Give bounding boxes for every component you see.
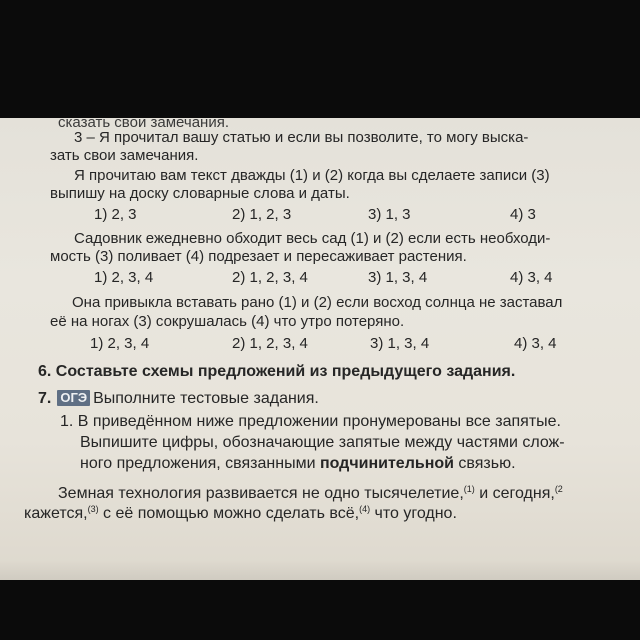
task6-number: 6. (38, 363, 52, 380)
example-text: и сегодня, (474, 485, 555, 502)
option3-line1: 3 – Я прочитал вашу статью и если вы позволите, то могу выска- (74, 129, 529, 146)
answer-option: 2) 1, 2, 3, 4 (232, 335, 308, 352)
oge-badge: ОГЭ (57, 390, 90, 406)
example-text: с её помощью можно сделать всё, (98, 505, 360, 522)
sentence2-options (0, 269, 640, 287)
sentence2-line1: Садовник ежедневно обходит весь сад (1) и (2) если есть необходи- (74, 230, 551, 247)
sentence3-line1: Она привыкла вставать рано (1) и (2) если восход солнца не заставал (72, 294, 563, 311)
example-text: кажется, (24, 505, 88, 522)
answer-option: 3) 1, 3 (368, 206, 411, 223)
question1-line3-start: ного предложения, связанными (80, 455, 320, 472)
dark-background-bottom (0, 580, 640, 640)
book-page (0, 118, 640, 580)
question1-line3 (80, 455, 516, 473)
answer-option: 1) 2, 3, 4 (94, 269, 154, 286)
sentence1-line1: Я прочитаю вам текст дважды (1) и (2) когда вы сделаете записи (3) (74, 167, 550, 184)
answer-option: 4) 3, 4 (514, 335, 557, 352)
task7-number: 7. (38, 390, 52, 407)
option3-line2: зать свои замечания. (50, 147, 199, 164)
cutoff-line: сказать свои замечания. (58, 118, 229, 131)
answer-option: 3) 1, 3, 4 (370, 335, 430, 352)
sentence1-line2: выпишу на доску словарные слова и даты. (50, 185, 350, 202)
example-text: что угодно. (370, 505, 457, 522)
example-line2 (24, 500, 457, 523)
comma-number: (1) (463, 484, 475, 494)
answer-option: 1) 2, 3 (94, 206, 137, 223)
answer-option: 2) 1, 2, 3 (232, 206, 292, 223)
answer-option: 4) 3, 4 (510, 269, 553, 286)
task6-text: Составьте схемы предложений из предыдущего задания. (55, 363, 516, 380)
task6 (38, 363, 515, 381)
sentence2-line2: мость (3) поливает (4) подрезает и пересаживает растения. (50, 248, 467, 265)
answer-option: 4) 3 (510, 206, 536, 223)
question1-bold-word: подчинительной (319, 455, 454, 472)
answer-option: 1) 2, 3, 4 (90, 335, 150, 352)
sentence1-options (0, 206, 640, 224)
sentence3-options (0, 335, 640, 353)
task7-title: Выполните тестовые задания. (93, 390, 319, 407)
dark-background-top (0, 0, 640, 118)
answer-option: 3) 1, 3, 4 (368, 269, 428, 286)
question1-line3-end: связью. (453, 455, 516, 472)
question1-line2: Выпишите цифры, обозначающие запятые между частями слож- (80, 434, 565, 451)
comma-number: (3) (87, 504, 99, 514)
example-text: Земная технология развивается не одно тысячелетие, (58, 485, 464, 502)
question1-line1: 1. В приведённом ниже предложении пронумерованы все запятые. (60, 413, 561, 430)
task7 (38, 390, 319, 408)
comma-number: (2 (554, 484, 563, 494)
comma-number: (4) (359, 504, 371, 514)
answer-option: 2) 1, 2, 3, 4 (232, 269, 308, 286)
sentence3-line2: её на ногах (3) сокрушалась (4) что утро потеряно. (50, 313, 405, 330)
